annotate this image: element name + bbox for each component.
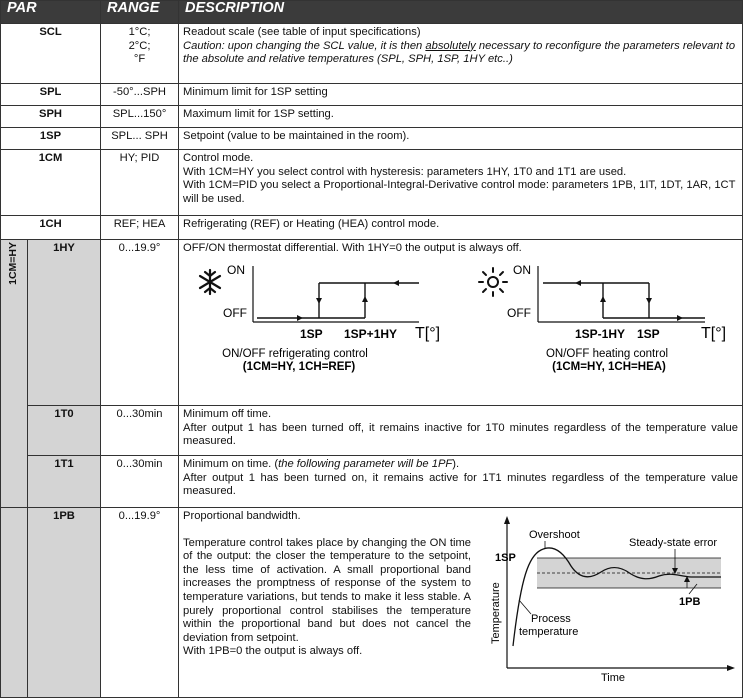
desc-scl-line1: Readout scale (see table of input specifications) [183, 26, 421, 38]
desc-1cm [179, 150, 743, 216]
hea-caption-2: (1CM=HY, 1CH=HEA) [552, 360, 666, 373]
desc-1pb-last: With 1PB=0 the output is always off. [183, 645, 363, 658]
desc-1hy-text: OFF/ON thermostat differential. With 1HY=0 the output is always off. [183, 242, 522, 254]
range-1hy: 0...19.9° [101, 240, 179, 406]
desc-1cm-line2: With 1CM=HY you select control with hysteresis: parameters 1HY, 1T0 and 1T1 are used. [183, 165, 627, 178]
par-1sp: 1SP [1, 128, 101, 150]
caution-text-underlined: absolutely [425, 39, 476, 52]
table-row-sph [1, 106, 743, 128]
range-1ch: REF; HEA [101, 216, 179, 240]
hea-x2-label: 1SP [637, 326, 660, 341]
ref-axis-label: T[°] [415, 324, 441, 342]
caution-text-b: necessary to reconfigure the parameters relevant to the absolute and relative temperatures (SPL, SPH, 1SP, 1HY etc..) [183, 39, 736, 66]
table-header-row [1, 1, 743, 24]
table-row-1sp [1, 128, 743, 150]
range-1cm: HY; PID [101, 150, 179, 216]
header-par: PAR [1, 1, 101, 24]
desc-scl [179, 24, 743, 84]
chart-process-label-2: temperature [519, 626, 579, 638]
table-row-1t1 [1, 456, 743, 508]
t1-line1-b: ). [452, 458, 460, 470]
group-label-text: 1CM=HY [7, 242, 20, 285]
ref-x1-label: 1SP [300, 326, 323, 341]
desc-1hy [179, 240, 743, 406]
chart-sp-label: 1SP [495, 552, 516, 564]
desc-sph: Maximum limit for 1SP setting. [179, 106, 743, 128]
par-1t0: 1T0 [28, 406, 101, 456]
range-scl-1: 1°C; [128, 26, 151, 38]
desc-scl-caution [183, 40, 738, 67]
desc-spl: Minimum limit for 1SP setting [179, 84, 743, 106]
par-sph: SPH [1, 106, 101, 128]
par-1ch: 1CH [1, 216, 101, 240]
ref-caption-2: (1CM=HY, 1CH=REF) [242, 360, 356, 373]
range-scl-2: 2°C; [128, 39, 151, 52]
desc-1ch: Refrigerating (REF) or Heating (HEA) control mode. [179, 216, 743, 240]
table-row-1cm [1, 150, 743, 216]
desc-1pb-line1: Proportional bandwidth. [183, 510, 301, 522]
range-1t1: 0...30min [101, 456, 179, 508]
par-1cm: 1CM [1, 150, 101, 216]
desc-1t0 [179, 406, 743, 456]
desc-1t0-line2: After output 1 has been turned off, it remains inactive for 1T0 minutes regardless of the temperature value measured. [183, 421, 739, 448]
group-label-1cm-hy [1, 240, 28, 508]
par-1pb: 1PB [28, 508, 101, 698]
sun-icon [479, 268, 507, 296]
hea-diagram [479, 263, 726, 373]
chart-xlabel: Time [601, 672, 626, 684]
hea-caption-1: ON/OFF heating control [545, 347, 669, 360]
ref-caption-1: ON/OFF refrigerating control [222, 347, 368, 360]
range-scl-3: °F [133, 53, 146, 66]
hea-x1-label: 1SP-1HY [575, 326, 626, 341]
proportional-band-chart [479, 516, 741, 684]
desc-1t0-line1: Minimum off time. [183, 408, 272, 420]
par-1t1: 1T1 [28, 456, 101, 508]
ref-on-label: ON [227, 262, 246, 277]
table-row-1t0 [1, 406, 743, 456]
chart-ylabel: Temperature [490, 582, 503, 644]
desc-1cm-line3: With 1CM=PID you select a Proportional-Integral-Derivative control mode: parameters 1PB, 1IT, 1DT, 1AR, 1CT will be used. [183, 179, 736, 205]
ref-diagram [200, 263, 440, 373]
range-1pb: 0...19.9° [101, 508, 179, 698]
chart-overshoot-label: Overshoot [529, 529, 580, 541]
desc-1t1-line2: After output 1 has been turned on, it remains active for 1T1 minutes regardless of the temperature value measured. [183, 471, 739, 498]
chart-process-label-1: Process [531, 613, 571, 625]
table-row-1pb [1, 508, 743, 698]
table-row-1ch [1, 216, 743, 240]
desc-1pb-paragraph: Temperature control takes place by changing the ON time of the output: the closer the temperature to the setpoint, the less time of activation. A small proportional band increases the promptness of response of the system to temperature variations, but tends to make it less stable. A purely proportional control stabilises the temperature within the proportional band but does not cancel the deviation from setpoint. [183, 536, 472, 644]
caution-text-a: Caution: upon changing the SCL value, it is then [183, 39, 426, 52]
range-scl [101, 24, 179, 84]
desc-1t1-line1 [183, 458, 738, 472]
header-range: RANGE [101, 1, 179, 24]
chart-steady-label: Steady-state error [629, 537, 718, 549]
range-sph: SPL...150° [101, 106, 179, 128]
desc-1sp: Setpoint (value to be maintained in the room). [179, 128, 743, 150]
hea-on-label: ON [513, 262, 532, 277]
table-row-1hy [1, 240, 743, 406]
hea-axis-label: T[°] [701, 324, 727, 342]
desc-1t1 [179, 456, 743, 508]
ref-x2-label: 1SP+1HY [344, 326, 398, 341]
par-spl: SPL [1, 84, 101, 106]
range-1sp: SPL... SPH [101, 128, 179, 150]
table-row-spl [1, 84, 743, 106]
par-1hy: 1HY [28, 240, 101, 406]
header-description: DESCRIPTION [179, 1, 743, 24]
range-spl: -50°...SPH [101, 84, 179, 106]
range-1t0: 0...30min [101, 406, 179, 456]
ref-off-label: OFF [223, 305, 248, 320]
snowflake-icon [200, 270, 220, 294]
hysteresis-diagrams [183, 256, 739, 382]
hea-off-label: OFF [507, 305, 532, 320]
table-row-scl [1, 24, 743, 84]
par-scl: SCL [1, 24, 101, 84]
desc-1cm-line1: Control mode. [183, 152, 254, 164]
chart-pb-label: 1PB [679, 596, 701, 608]
t1-line1-italic: the following parameter will be 1PF [278, 458, 453, 470]
desc-1pb [179, 508, 743, 698]
group-spacer [1, 508, 28, 698]
t1-line1-a: Minimum on time. ( [183, 458, 279, 470]
